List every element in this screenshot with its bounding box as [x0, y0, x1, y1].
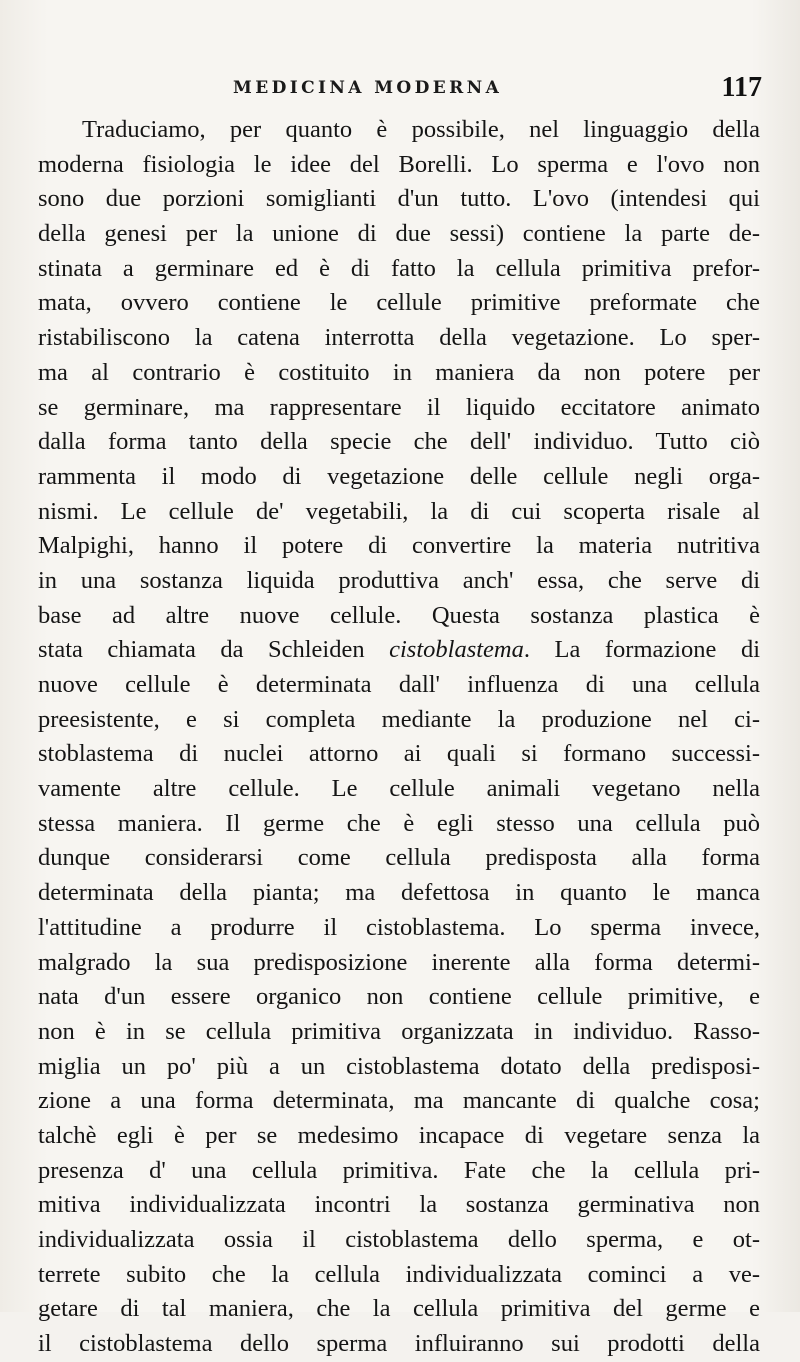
- text-line: Traduciamo, per quanto è possibile, nel linguaggio della: [82, 116, 760, 143]
- page-header: [0, 72, 800, 106]
- text-line-tail: . La formazione di: [523, 636, 760, 664]
- text-line: vamente altre cellule. Le cellule animali vegetano nella: [38, 775, 760, 803]
- text-line: talchè egli è per se medesimo incapace di vegetare senza la: [38, 1121, 760, 1149]
- text-line: il cistoblastema dello sperma influiranno sui prodotti della: [38, 1330, 760, 1358]
- text-line: nismi. Le cellule de' vegetabili, la di cui scoperta risale al: [38, 497, 760, 525]
- text-line: se germinare, ma rappresentare il liquido eccitatore animato: [38, 393, 760, 421]
- text-line: in una sostanza liquida produttiva anch' essa, che serve di: [38, 566, 760, 594]
- text-line: rammenta il modo di vegetazione delle cellule negli orga-: [38, 462, 760, 490]
- page-number: 117: [721, 72, 762, 103]
- text-line: base ad altre nuove cellule. Questa sostanza plastica è: [38, 601, 760, 629]
- text-line: Malpighi, hanno il potere di convertire la materia nutritiva: [38, 532, 760, 560]
- text-line: zione a una forma determinata, ma mancante di qualche cosa;: [38, 1087, 760, 1115]
- text-line: ma al contrario è costituito in maniera da non potere per: [38, 358, 760, 386]
- text-line: sono due porzioni somiglianti d'un tutto. L'ovo (intendesi qui: [38, 185, 760, 213]
- text-line: determinata della pianta; ma defettosa in quanto le manca: [38, 879, 760, 907]
- text-line: nata d'un essere organico non contiene cellule primitive, e: [38, 983, 760, 1011]
- text-line: miglia un po' più a un cistoblastema dotato della predisposi-: [38, 1052, 760, 1080]
- text-line: non è in se cellula primitiva organizzata in individuo. Rasso-: [38, 1017, 760, 1045]
- text-line-with-italic: [38, 633, 760, 668]
- italic-term: cistoblastema: [389, 636, 524, 664]
- text-line: ristabiliscono la catena interrotta della vegetazione. Lo sper-: [38, 324, 760, 352]
- text-line: della genesi per la unione di due sessi) contiene la parte de-: [38, 220, 760, 248]
- text-line: individualizzata ossia il cistoblastema dello sperma, e ot-: [38, 1226, 760, 1253]
- text-line: stessa maniera. Il germe che è egli stesso una cellula può: [38, 809, 760, 837]
- body-text: [38, 113, 760, 1362]
- text-line: presenza d' una cellula primitiva. Fate che la cellula pri-: [38, 1156, 760, 1184]
- text-line: terrete subito che la cellula individualizzata cominci a ve-: [38, 1260, 760, 1288]
- running-title: MEDICINA MODERNA: [233, 78, 503, 98]
- text-line: malgrado la sua predisposizione inerente alla forma determi-: [38, 948, 760, 976]
- text-line: mitiva individualizzata incontri la sostanza germinativa non: [38, 1191, 760, 1219]
- text-line: preesistente, e si completa mediante la produzione nel ci-: [38, 705, 760, 733]
- text-line: stoblastema di nuclei attorno ai quali si formano successi-: [38, 740, 760, 768]
- text-line: l'attitudine a produrre il cistoblastema. Lo sperma invece,: [38, 913, 760, 941]
- text-line: dalla forma tanto della specie che dell' individuo. Tutto ciò: [38, 428, 760, 456]
- text-line: getare di tal maniera, che la cellula primitiva del germe e: [38, 1295, 760, 1323]
- text-line: mata, ovvero contiene le cellule primitive preformate che: [38, 289, 760, 317]
- text-line: moderna fisiologia le idee del Borelli. Lo sperma e l'ovo non: [38, 150, 760, 178]
- text-line-head: stata chiamata da Schleiden: [38, 636, 390, 664]
- text-line: dunque considerarsi come cellula predisposta alla forma: [38, 844, 760, 872]
- text-line: nuove cellule è determinata dall' influenza di una cellula: [38, 671, 760, 698]
- text-line: stinata a germinare ed è di fatto la cellula primitiva prefor-: [38, 254, 760, 282]
